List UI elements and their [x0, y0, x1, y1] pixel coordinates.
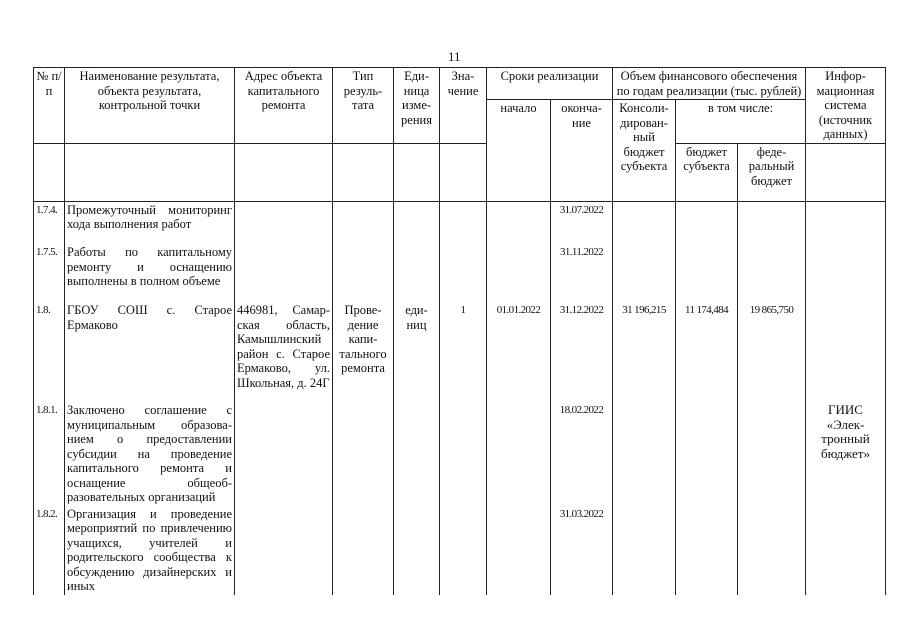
row-start [487, 506, 551, 595]
row-subject-budget [676, 506, 738, 595]
row-start: 01.01.2022 [487, 302, 551, 402]
row-subject-budget: 11 174,484 [676, 302, 738, 402]
row-num: 1.8.2. [34, 506, 65, 595]
table-row [34, 302, 886, 402]
row-address [235, 244, 333, 302]
header-including: в том числе: [676, 100, 806, 144]
page-number: 11 [448, 49, 461, 64]
row-unit [394, 201, 440, 244]
row-subject-budget [676, 201, 738, 244]
row-unit [394, 506, 440, 595]
header-federal-budget: феде-ральный бюджет [738, 143, 806, 201]
header-unit: Еди-ница изме-рения [394, 68, 440, 144]
row-num: 1.7.4. [34, 201, 65, 244]
row-name: Заключено соглашение с муниципальным образова-нием о предоставлении субсидии на проведение капитального ремонта и оснащение общеоб-разовательных организаций [65, 402, 235, 506]
row-consolidated [613, 402, 676, 506]
row-consolidated [613, 244, 676, 302]
row-start [487, 402, 551, 506]
table-row [34, 201, 886, 244]
row-end: 18.02.2022 [551, 402, 613, 506]
row-consolidated [613, 201, 676, 244]
header-num: № п/п [34, 68, 65, 144]
row-start [487, 201, 551, 244]
row-info-system [806, 244, 886, 302]
row-type [333, 244, 394, 302]
row-value [440, 201, 487, 244]
row-consolidated [613, 506, 676, 595]
header-type: Тип резуль-тата [333, 68, 394, 144]
row-federal-budget [738, 506, 806, 595]
row-address [235, 402, 333, 506]
row-value [440, 506, 487, 595]
results-table [33, 67, 886, 595]
table-row [34, 402, 886, 506]
row-info-system [806, 506, 886, 595]
row-federal-budget [738, 244, 806, 302]
header-row-3 [34, 143, 886, 201]
header-value: Зна-чение [440, 68, 487, 144]
row-num: 1.7.5. [34, 244, 65, 302]
row-consolidated: 31 196,215 [613, 302, 676, 402]
row-unit: еди-ниц [394, 302, 440, 402]
row-type [333, 506, 394, 595]
header-row-1 [34, 68, 886, 100]
row-value: 1 [440, 302, 487, 402]
header-name: Наименование результата, объекта результата, контрольной точки [65, 68, 235, 144]
row-info-system: ГИИС «Элек-тронный бюджет» [806, 402, 886, 506]
row-subject-budget [676, 244, 738, 302]
row-end: 31.11.2022 [551, 244, 613, 302]
row-unit [394, 244, 440, 302]
row-address [235, 201, 333, 244]
row-name: ГБОУ СОШ с. Старое Ермаково [65, 302, 235, 402]
row-address: 446981, Самар-ская область, Камышлинский район с. Старое Ермаково, ул. Школьная, д. 24Г [235, 302, 333, 402]
row-info-system [806, 201, 886, 244]
row-name: Работы по капитальному ремонту и оснащению выполнены в полном объеме [65, 244, 235, 302]
row-type [333, 402, 394, 506]
row-name: Промежуточный мониторинг хода выполнения работ [65, 201, 235, 244]
row-address [235, 506, 333, 595]
row-value [440, 402, 487, 506]
row-type [333, 201, 394, 244]
header-info-system: Инфор-мационная система (источник данных) [806, 68, 886, 144]
row-subject-budget [676, 402, 738, 506]
row-federal-budget [738, 402, 806, 506]
table-row [34, 244, 886, 302]
row-value [440, 244, 487, 302]
row-federal-budget [738, 201, 806, 244]
header-consolidated: Консоли-дирован-ный бюджет субъекта [613, 100, 676, 202]
row-unit [394, 402, 440, 506]
header-subject-budget: бюджет субъекта [676, 143, 738, 201]
row-num: 1.8.1. [34, 402, 65, 506]
row-num: 1.8. [34, 302, 65, 402]
row-end: 31.12.2022 [551, 302, 613, 402]
table-row [34, 506, 886, 595]
row-end: 31.07.2022 [551, 201, 613, 244]
header-address: Адрес объекта капитального ремонта [235, 68, 333, 144]
row-federal-budget: 19 865,750 [738, 302, 806, 402]
header-finance: Объем финансового обеспечения по годам реализации (тыс. рублей) [613, 68, 806, 100]
header-terms: Сроки реализации [487, 68, 613, 100]
row-info-system [806, 302, 886, 402]
row-type: Прове-дение капи-тального ремонта [333, 302, 394, 402]
row-start [487, 244, 551, 302]
row-end: 31.03.2022 [551, 506, 613, 595]
header-start: начало [487, 100, 551, 202]
row-name: Организация и проведение мероприятий по привлечению учащихся, учителей и родительского сообщества к обсуждению дизайнерских и иных [65, 506, 235, 595]
header-end: оконча-ние [551, 100, 613, 202]
